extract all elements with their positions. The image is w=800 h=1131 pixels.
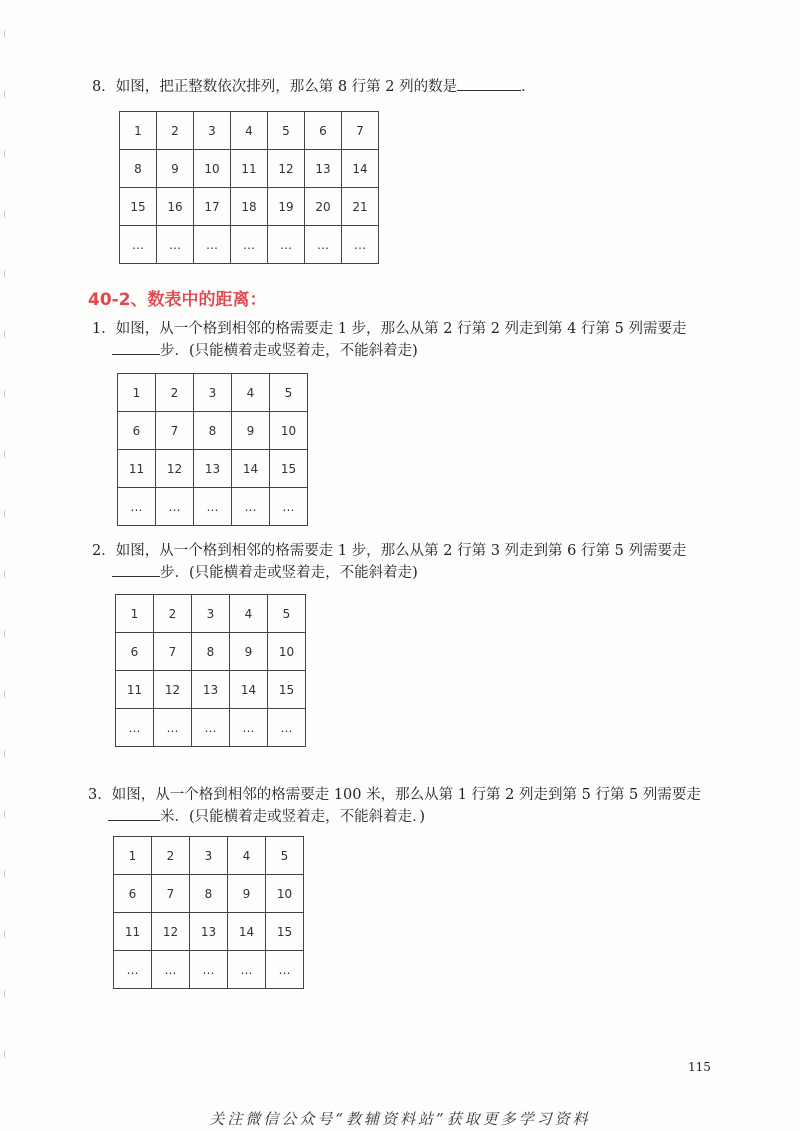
number-table-q1 [117,373,308,526]
table-cell: 15 [120,188,157,226]
table-cell: … [268,226,305,264]
table-cell: 14 [342,150,379,188]
table-cell: 9 [230,633,268,671]
table-row [118,374,308,412]
table-cell: 11 [231,150,268,188]
table-cell: 13 [192,671,230,709]
table-cell: 2 [156,374,194,412]
table-cell: 16 [157,188,194,226]
table-cell: … [194,488,232,526]
table-cell: … [231,226,268,264]
table-cell: … [194,226,231,264]
table-row [114,875,304,913]
table-cell: 8 [192,633,230,671]
table-cell: 4 [228,837,266,875]
table-cell: … [228,951,266,989]
table-cell: … [152,951,190,989]
table-cell: 6 [114,875,152,913]
table-row [120,150,379,188]
table-cell: 14 [232,450,270,488]
table-cell: 14 [230,671,268,709]
question-8 [92,76,536,98]
table-cell: … [114,951,152,989]
table-cell: 4 [231,112,268,150]
table-cell: 7 [342,112,379,150]
table-row [116,633,306,671]
page-number: 115 [688,1060,711,1074]
table-cell: … [120,226,157,264]
table-cell: 2 [152,837,190,875]
table-cell: … [305,226,342,264]
table-cell: 13 [305,150,342,188]
table-cell: … [232,488,270,526]
table-cell: 6 [118,412,156,450]
table-cell: 18 [231,188,268,226]
table-row [114,951,304,989]
question-2-line1: 2．如图，从一个格到相邻的格需要走 1 步，那么从第 2 行第 3 列走到第 6 行第 5 列需要走 [92,543,687,559]
table-row [120,188,379,226]
table-cell: 11 [118,450,156,488]
table-cell: 20 [305,188,342,226]
binding-margin-marks [4,0,14,1131]
table-cell: 12 [268,150,305,188]
table-cell: … [342,226,379,264]
question-2 [92,540,686,584]
table-cell: 5 [268,112,305,150]
question-8-text: 8．如图，把正整数依次排列，那么第 8 行第 2 列的数是 [92,79,458,95]
answer-blank [457,76,521,91]
table-row [114,913,304,951]
number-table-q2 [115,594,306,747]
table-cell: … [268,709,306,747]
question-3-line2: 米．(只能横着走或竖着走，不能斜着走．) [160,809,426,825]
question-8-suffix: ． [521,79,536,95]
table-cell: 13 [190,913,228,951]
table-row [116,595,306,633]
table-cell: … [118,488,156,526]
table-cell: 9 [232,412,270,450]
table-cell: 12 [152,913,190,951]
table-cell: … [116,709,154,747]
footer-note: 关注微信公众号“教辅资料站”获取更多学习资料 [209,1110,591,1128]
table-cell: … [270,488,308,526]
table-row [120,112,379,150]
table-row [116,671,306,709]
table-cell: 21 [342,188,379,226]
table-cell: 10 [266,875,304,913]
table-cell: 1 [116,595,154,633]
table-cell: 6 [116,633,154,671]
table-cell: 4 [232,374,270,412]
table-cell: 2 [154,595,192,633]
table-cell: 3 [190,837,228,875]
table-cell: … [192,709,230,747]
table-cell: 14 [228,913,266,951]
table-cell: 9 [228,875,266,913]
table-cell: 8 [120,150,157,188]
table-row [120,226,379,264]
table-cell: 7 [152,875,190,913]
section-heading: 40-2、数表中的距离： [88,290,267,310]
answer-blank [112,562,160,577]
table-cell: … [190,951,228,989]
table-cell: 4 [230,595,268,633]
number-table-q3 [113,836,304,989]
table-row [114,837,304,875]
question-2-line2: 步．(只能横着走或竖着走，不能斜着走) [160,565,418,581]
table-cell: 7 [154,633,192,671]
table-cell: 12 [154,671,192,709]
table-cell: 9 [157,150,194,188]
table-cell: 10 [194,150,231,188]
table-cell: 13 [194,450,232,488]
table-cell: … [154,709,192,747]
table-cell: … [157,226,194,264]
table-cell: 11 [114,913,152,951]
table-cell: 7 [156,412,194,450]
question-1-line1: 1．如图，从一个格到相邻的格需要走 1 步，那么从第 2 行第 2 列走到第 4 行第 5 列需要走 [92,321,687,337]
answer-blank [108,806,160,821]
table-cell: 15 [270,450,308,488]
table-cell: 1 [114,837,152,875]
table-cell: 5 [266,837,304,875]
table-cell: 10 [270,412,308,450]
question-3 [88,784,701,828]
table-cell: 15 [266,913,304,951]
table-cell: 3 [192,595,230,633]
table-row [118,488,308,526]
number-table-q8 [119,111,379,264]
table-cell: 15 [268,671,306,709]
table-cell: 11 [116,671,154,709]
table-cell: 5 [268,595,306,633]
table-row [118,412,308,450]
table-cell: 8 [194,412,232,450]
table-cell: 17 [194,188,231,226]
table-cell: 5 [270,374,308,412]
table-cell: 10 [268,633,306,671]
question-1 [92,318,686,362]
table-row [116,709,306,747]
table-cell: 6 [305,112,342,150]
table-cell: 8 [190,875,228,913]
table-cell: 3 [194,112,231,150]
table-row [118,450,308,488]
question-3-line1: 3．如图，从一个格到相邻的格需要走 100 米，那么从第 1 行第 2 列走到第 5 行第 5 列需要走 [88,787,701,803]
table-cell: 12 [156,450,194,488]
table-cell: 1 [120,112,157,150]
table-cell: … [266,951,304,989]
table-cell: 1 [118,374,156,412]
question-1-line2: 步．(只能横着走或竖着走，不能斜着走) [160,343,418,359]
table-cell: … [230,709,268,747]
answer-blank [112,340,160,355]
table-cell: … [156,488,194,526]
table-cell: 2 [157,112,194,150]
table-cell: 3 [194,374,232,412]
table-cell: 19 [268,188,305,226]
